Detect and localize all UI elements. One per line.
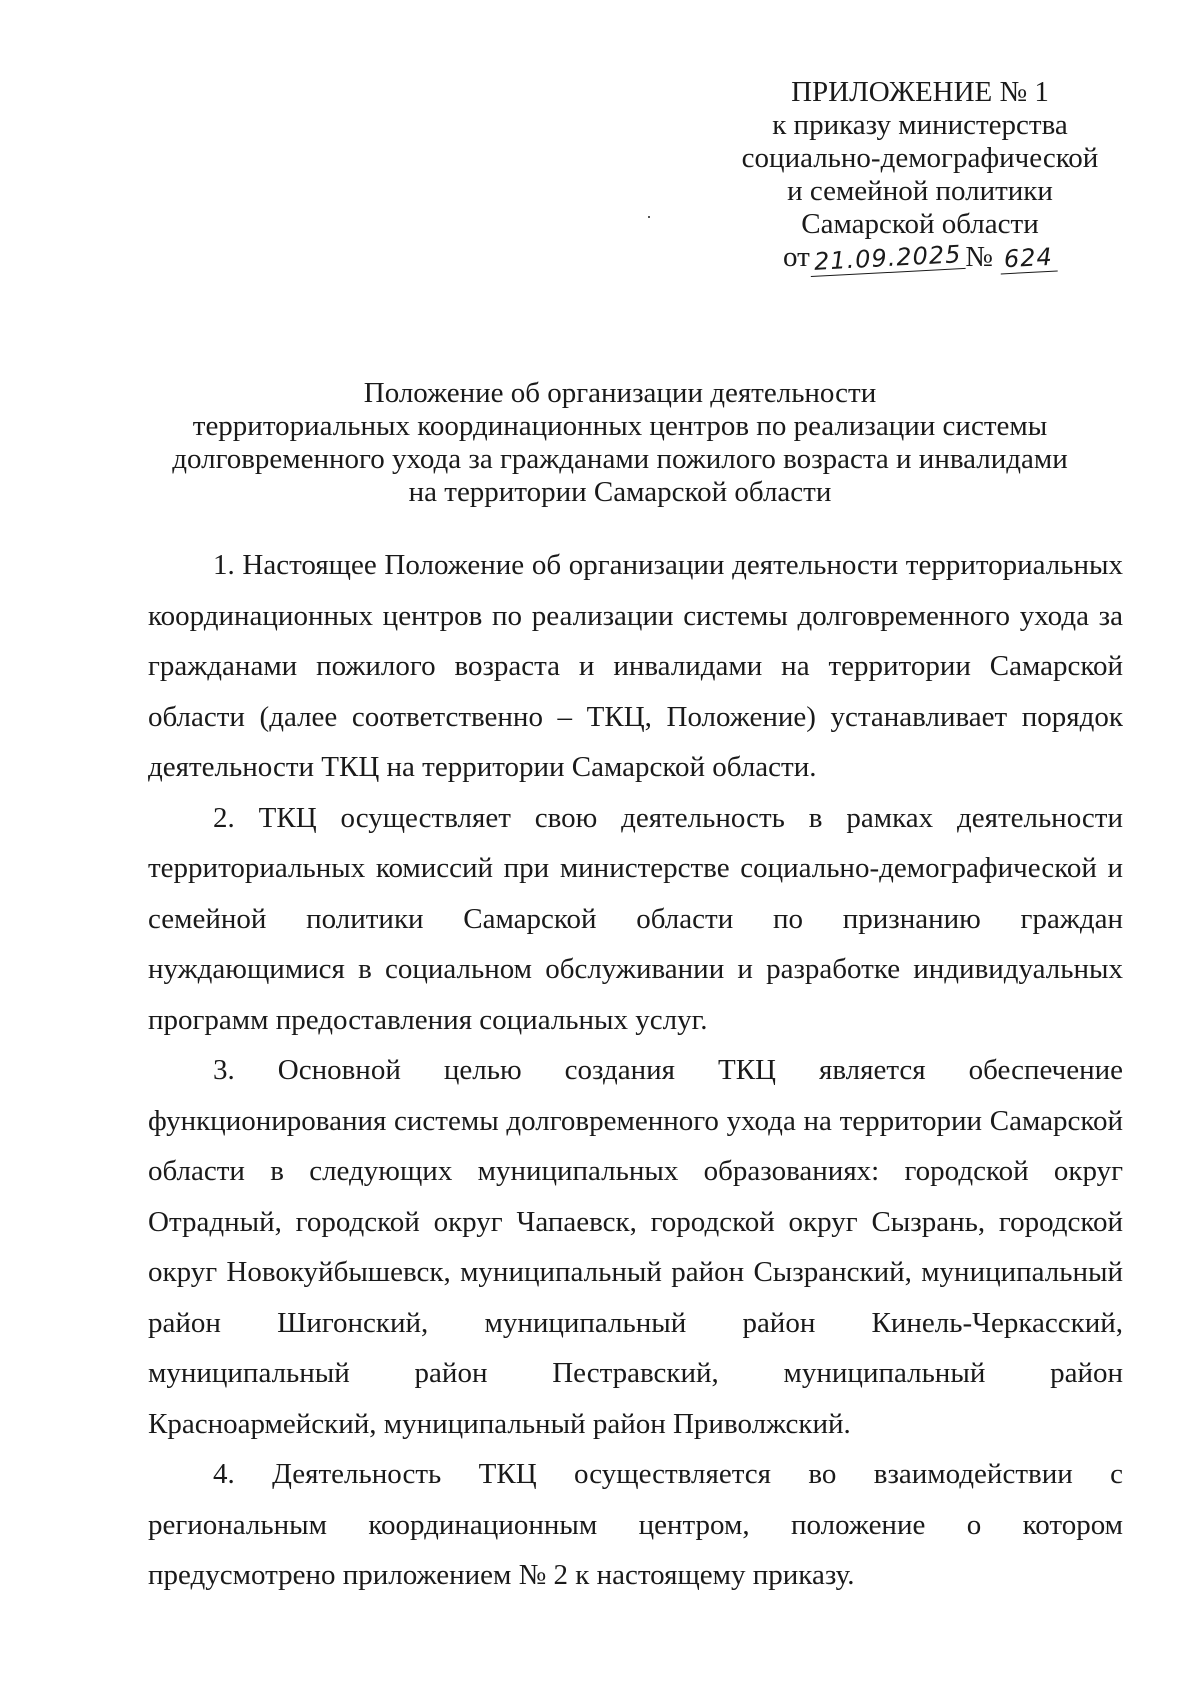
document-title	[160, 377, 1080, 509]
handwritten-date: 21.09.2025	[809, 240, 966, 277]
title-line-3: долговременного ухода за гражданами пожилого возраста и инвалидами	[172, 443, 1068, 475]
appendix-header	[720, 76, 1120, 274]
appendix-ministry-line-2: и семейной политики	[787, 175, 1053, 207]
paragraph-3: 3. Основной целью создания ТКЦ является обеспечение функционирования системы долговременного ухода на территории Самарской области в следующих муниципальных образованиях: городской округ Отрадный, городской округ Чапаевск, городской округ Сызрань, городской округ Новокуйбышевск, муниципальный район Сызранский, муниципальный район Шигонский, муниципальный район Кинель-Черкасский, муниципальный район Пестравский, муниципальный район Красноармейский, муниципальный район Приволжский.	[148, 1054, 1123, 1440]
appendix-date-number-line	[720, 241, 1120, 274]
appendix-region-line: Самарской области	[801, 208, 1039, 240]
appendix-order-line: к приказу министерства	[772, 109, 1068, 141]
document-body	[148, 540, 1123, 1601]
paragraph-2: 2. ТКЦ осуществляет свою деятельность в рамках деятельности территориальных комиссий при министерстве социально-демографической и семейной политики Самарской области по признанию граждан нуждающимися в социальном обслуживании и разработке индивидуальных программ предоставления социальных услуг.	[148, 801, 1123, 1036]
appendix-title: ПРИЛОЖЕНИЕ № 1	[791, 76, 1049, 108]
title-line-1: Положение об организации деятельности	[363, 377, 877, 409]
handwritten-number: 624	[999, 243, 1057, 275]
title-line-2: территориальных координационных центров по реализации системы	[192, 410, 1048, 442]
scan-speck	[648, 216, 650, 218]
paragraph-1: 1. Настоящее Положение об организации деятельности территориальных координационных центров по реализации системы долговременного ухода за гражданами пожилого возраста и инвалидами на территории Самарской области (далее соответственно – ТКЦ, Положение) устанавливает порядок деятельности ТКЦ на территории Самарской области.	[148, 549, 1123, 783]
date-prefix: от	[783, 241, 810, 273]
appendix-ministry-line-1: социально-демографической	[741, 142, 1099, 174]
title-line-4: на территории Самарской области	[408, 476, 832, 508]
paragraph-4: 4. Деятельность ТКЦ осуществляется во взаимодействии с региональным координационным центром, положение о котором предусмотрено приложением № 2 к настоящему приказу.	[148, 1458, 1123, 1591]
number-prefix: №	[965, 241, 993, 273]
